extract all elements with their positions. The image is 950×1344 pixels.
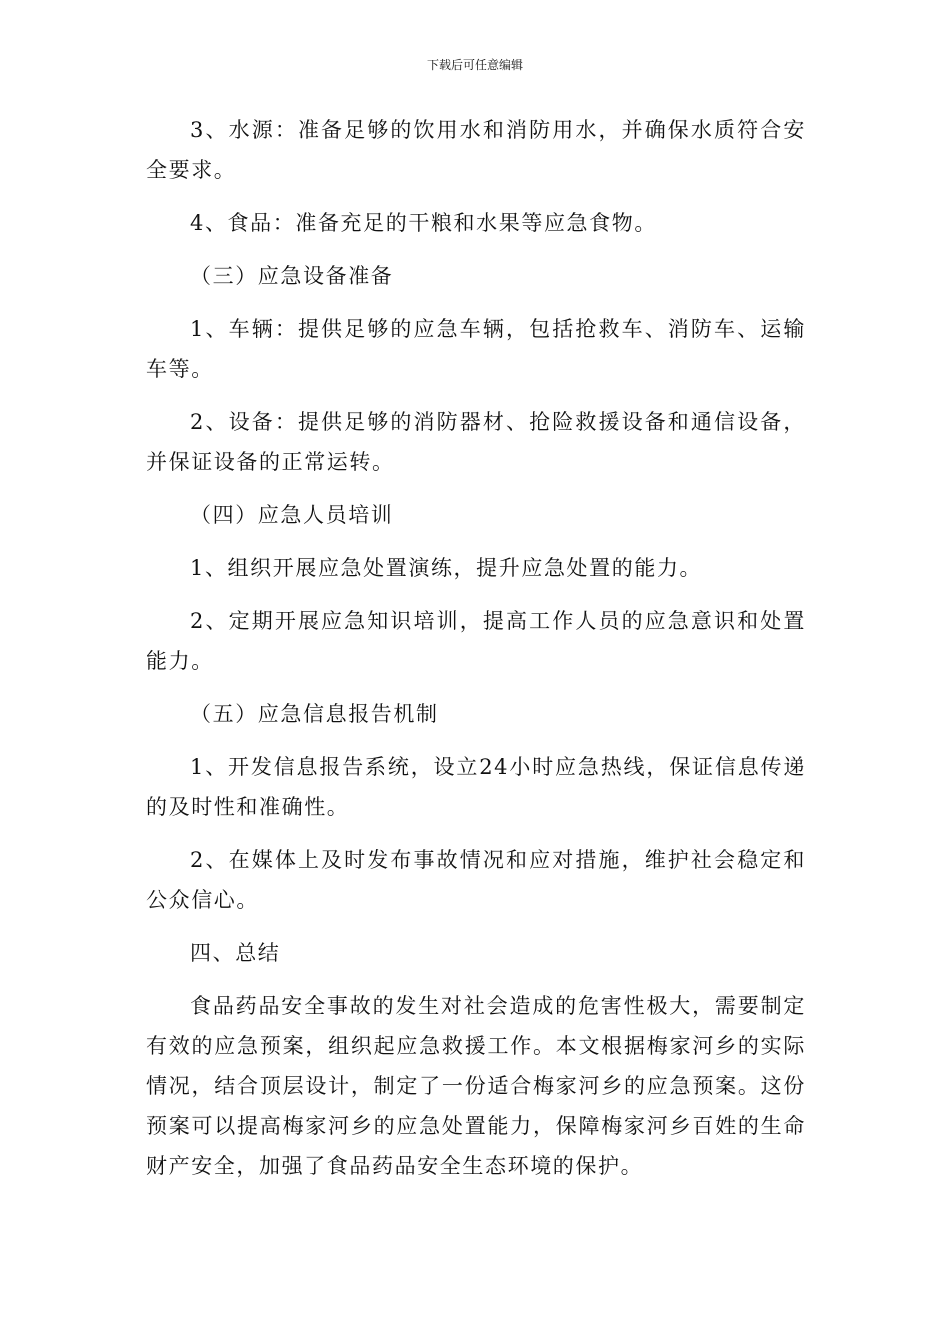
document-body — [146, 110, 806, 1199]
paragraph-vehicles: 1、车辆：提供足够的应急车辆，包括抢救车、消防车、运输车等。 — [146, 317, 806, 381]
section-heading-summary: 四、总结 — [190, 941, 281, 965]
paragraph-summary: 食品药品安全事故的发生对社会造成的危害性极大，需要制定有效的应急预案，组织起应急救援工作。本文根据梅家河乡的实际情况，结合顶层设计，制定了一份适合梅家河乡的应急预案。这份预案可以提高梅家河乡的应急处置能力，保障梅家河乡百姓的生命财产安全，加强了食品药品安全生态环境的保护。 — [146, 994, 806, 1178]
section-heading-equipment: （三）应急设备准备 — [190, 264, 394, 288]
section-heading-reporting: （五）应急信息报告机制 — [190, 702, 439, 726]
paragraph-devices: 2、设备：提供足够的消防器材、抢险救援设备和通信设备，并保证设备的正常运转。 — [146, 410, 806, 474]
paragraph-food: 4、食品：准备充足的干粮和水果等应急食物。 — [190, 211, 657, 235]
paragraph-water-source: 3、水源：准备足够的饮用水和消防用水，并确保水质符合安全要求。 — [146, 118, 806, 182]
paragraph-media-release: 2、在媒体上及时发布事故情况和应对措施，维护社会稳定和公众信心。 — [146, 848, 806, 912]
paragraph-knowledge-training: 2、定期开展应急知识培训，提高工作人员的应急意识和处置能力。 — [146, 609, 806, 673]
paragraph-drills: 1、组织开展应急处置演练，提升应急处置的能力。 — [190, 556, 703, 580]
paragraph-reporting-system: 1、开发信息报告系统，设立24小时应急热线，保证信息传递的及时性和准确性。 — [146, 755, 806, 819]
section-heading-training: （四）应急人员培训 — [190, 503, 394, 527]
page-header: 下载后可任意编辑 — [426, 58, 523, 72]
